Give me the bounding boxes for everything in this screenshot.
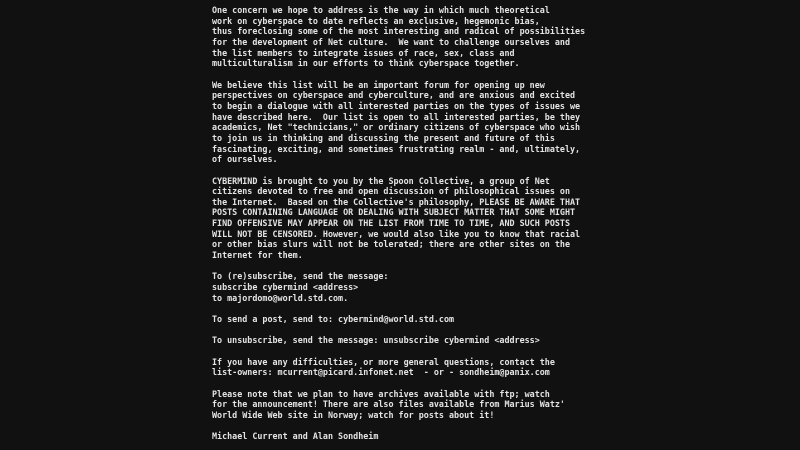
paragraph-subscribe-instructions [212, 271, 585, 303]
text-line: or other bias slurs will not be tolerated; there are other sites on the [212, 239, 570, 250]
paragraph-spoon-collective-notice [212, 176, 585, 261]
text-line: work on cyberspace to date reflects an exclusive, hegemonic bias, [212, 15, 540, 26]
text-line: To send a post, send to: cybermind@world.std.com [212, 314, 455, 325]
text-line: subscribe cybermind <address> [212, 282, 359, 293]
text-line: list-owners: mcurrent@picard.infonet.net - or - sondheim@panix.com [212, 367, 550, 378]
text-line: CYBERMIND is brought to you by the Spoon Collective, a group of Net [212, 175, 550, 186]
text-line: To unsubscribe, send the message: unsubscribe cybermind <address> [212, 335, 540, 346]
paragraph-intro-concern [212, 5, 585, 69]
paragraph-post-instructions [212, 314, 585, 325]
paragraph-forum-invitation [212, 80, 585, 165]
text-line: To (re)subscribe, send the message: [212, 271, 389, 282]
paragraph-signature [212, 431, 585, 442]
text-line: World Wide Web site in Norway; watch for posts about it! [212, 409, 495, 420]
text-line: academics, Net "technicians," or ordinary citizens of cyberspace who wish [212, 122, 581, 133]
text-line: One concern we hope to address is the way in which much theoretical [212, 5, 550, 15]
text-line: If you have any difficulties, or more general questions, contact the [212, 356, 555, 367]
text-line: perspectives on cyberspace and cyberculture, and are anxious and excited [212, 90, 576, 101]
text-line: thus foreclosing some of the most interesting and radical of possibilities [212, 26, 586, 37]
document-text [212, 5, 585, 442]
text-line: to join us in thinking and discussing the present and future of this [212, 132, 555, 143]
text-line: fascinating, exciting, and sometimes frustrating realm - and, ultimately, [212, 143, 581, 154]
text-line: for the announcement! There are also files available from Marius Watz' [212, 399, 565, 410]
text-line: the Internet. Based on the Collective's philosophy, PLEASE BE AWARE THAT [212, 196, 581, 207]
text-line: Internet for them. [212, 250, 303, 261]
text-line: multiculturalism in our efforts to think cyberspace together. [212, 58, 520, 69]
text-line: the list members to integrate issues of race, sex, class and [212, 47, 515, 58]
text-line: We believe this list will be an important forum for opening up new [212, 79, 545, 90]
text-line: of ourselves. [212, 154, 278, 165]
text-line: POSTS CONTAINING LANGUAGE OR DEALING WITH SUBJECT MATTER THAT SOME MIGHT [212, 207, 576, 218]
text-line: FIND OFFENSIVE MAY APPEAR ON THE LIST FROM TIME TO TIME, AND SUCH POSTS [212, 218, 570, 229]
paragraph-archives-note [212, 389, 585, 421]
text-line: to begin a dialogue with all interested parties on the types of issues we [212, 100, 581, 111]
text-line: for the development of Net culture. We want to challenge ourselves and [212, 36, 570, 47]
paragraph-unsubscribe-instructions [212, 335, 585, 346]
text-line: WILL NOT BE CENSORED. However, we would also like you to know that racial [212, 228, 581, 239]
paragraph-contact-list-owners [212, 357, 585, 378]
text-line: Michael Current and Alan Sondheim [212, 431, 379, 442]
text-line: Please note that we plan to have archives available with ftp; watch [212, 388, 550, 399]
text-line: have described here. Our list is open to all interested parties, be they [212, 111, 581, 122]
text-line: to majordomo@world.std.com. [212, 292, 349, 303]
text-line: citizens devoted to free and open discussion of philosophical issues on [212, 186, 570, 197]
